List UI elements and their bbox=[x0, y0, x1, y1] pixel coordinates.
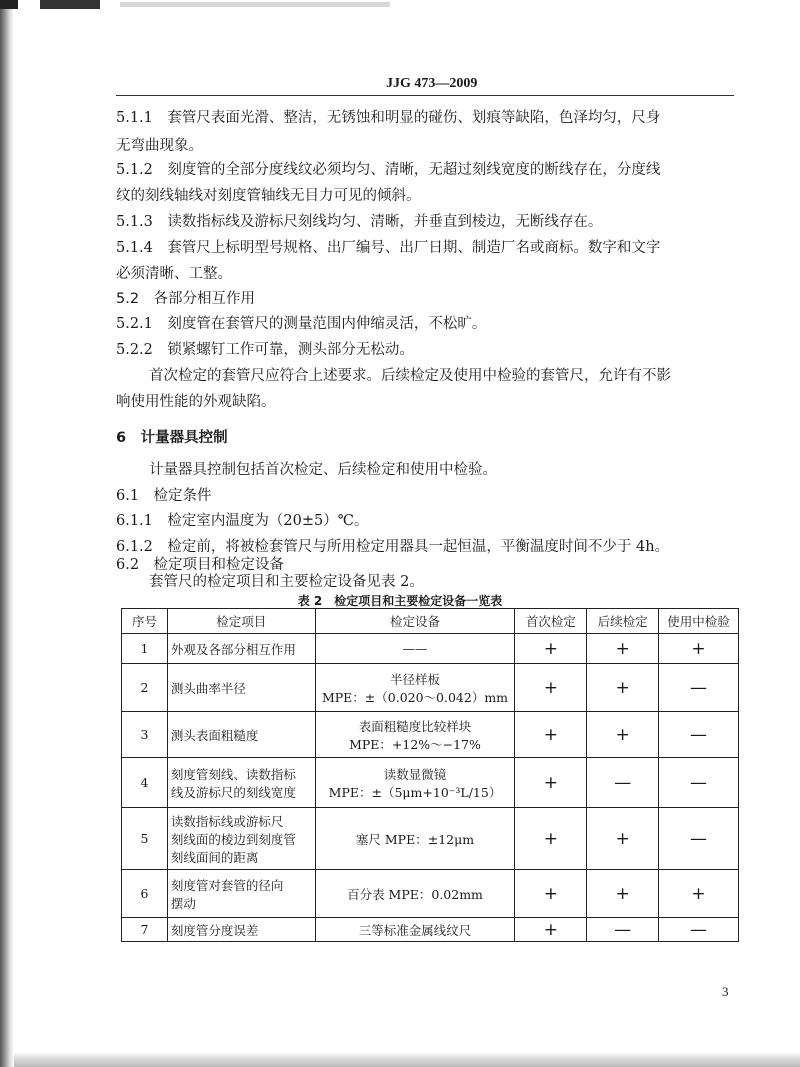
row-equipment: 百分表 MPE：0.02mm bbox=[315, 870, 515, 918]
row-equipment: —— bbox=[315, 634, 515, 664]
para-5-1-1-cont: 无弯曲现象。 bbox=[116, 138, 203, 154]
row-subsequent: + bbox=[587, 634, 659, 664]
table-row bbox=[122, 758, 739, 808]
para-5-2-2: 5.2.2 锁紧螺钉工作可靠，测头部分无松动。 bbox=[116, 342, 414, 358]
row-equipment: 塞尺 MPE：±12μm bbox=[315, 808, 515, 870]
row-subsequent: — bbox=[587, 918, 659, 942]
table-row bbox=[122, 712, 739, 758]
table-header-row bbox=[122, 609, 739, 634]
row-first: + bbox=[515, 758, 587, 808]
heading-6: 6 计量器具控制 bbox=[116, 430, 228, 446]
heading-6-1: 6.1 检定条件 bbox=[116, 488, 212, 504]
row-item: 刻度管分度误差 bbox=[167, 918, 315, 942]
para-5-1-4-cont: 必须清晰、工整。 bbox=[116, 266, 232, 282]
row-number: 5 bbox=[122, 808, 168, 870]
row-item: 读数指标线或游标尺 刻线面的棱边到刻度管 刻线面间的距离 bbox=[167, 808, 315, 870]
table-caption: 表 2 检定项目和主要检定设备一览表 bbox=[297, 594, 503, 608]
row-item: 测头表面粗糙度 bbox=[167, 712, 315, 758]
row-number: 3 bbox=[122, 712, 168, 758]
para-first-verification: 首次检定的套管尺应符合上述要求。后续检定及使用中检验的套管尺，允许有不影 bbox=[149, 368, 671, 384]
row-subsequent: — bbox=[587, 758, 659, 808]
row-item: 外观及各部分相互作用 bbox=[167, 634, 315, 664]
scan-edge-left bbox=[0, 0, 14, 1067]
para-5-2-1: 5.2.1 刻度管在套管尺的测量范围内伸缩灵活，不松旷。 bbox=[116, 316, 487, 332]
scan-edge-bottom bbox=[14, 1052, 800, 1067]
row-first: + bbox=[515, 918, 587, 942]
row-inuse: + bbox=[659, 634, 739, 664]
col-header-subsequent: 后续检定 bbox=[587, 609, 659, 634]
row-subsequent: + bbox=[587, 808, 659, 870]
header-rule bbox=[116, 95, 734, 96]
row-item: 测头曲率半径 bbox=[167, 664, 315, 712]
row-equipment: 表面粗糙度比较样块 MPE：+12%～−17% bbox=[315, 712, 515, 758]
row-first: + bbox=[515, 870, 587, 918]
para-6-1-2: 6.1.2 检定前，将被检套管尺与所用检定用器具一起恒温，平衡温度时间不少于 4h。 bbox=[116, 539, 670, 555]
scan-edge-top bbox=[0, 0, 800, 14]
row-item: 刻度管刻线、读数指标 线及游标尺的刻线宽度 bbox=[167, 758, 315, 808]
para-5-1-3: 5.1.3 读数指标线及游标尺刻线均匀、清晰，并垂直到棱边，无断线存在。 bbox=[116, 214, 603, 230]
row-equipment: 读数显微镜 MPE：±（5μm+10⁻³L/15） bbox=[315, 758, 515, 808]
row-number: 2 bbox=[122, 664, 168, 712]
page-number: 3 bbox=[722, 984, 729, 999]
para-5-1-1: 5.1.1 套管尺表面光滑、整洁，无锈蚀和明显的碰伤、划痕等缺陷，色泽均匀，尺身 bbox=[116, 110, 661, 126]
row-first: + bbox=[515, 808, 587, 870]
col-header-no: 序号 bbox=[122, 609, 168, 634]
row-inuse: — bbox=[659, 664, 739, 712]
heading-6-2: 6.2 检定项目和检定设备 bbox=[116, 557, 285, 573]
table-row bbox=[122, 870, 739, 918]
row-number: 6 bbox=[122, 870, 168, 918]
heading-5-2: 5.2 各部分相互作用 bbox=[116, 291, 256, 307]
row-item: 刻度管对套管的径向 摆动 bbox=[167, 870, 315, 918]
row-number: 1 bbox=[122, 634, 168, 664]
col-header-first: 首次检定 bbox=[515, 609, 587, 634]
row-first: + bbox=[515, 664, 587, 712]
table-row bbox=[122, 918, 739, 942]
col-header-equipment: 检定设备 bbox=[315, 609, 515, 634]
table-row bbox=[122, 664, 739, 712]
document-code: JJG 473—2009 bbox=[386, 76, 478, 91]
row-number: 4 bbox=[122, 758, 168, 808]
row-inuse: — bbox=[659, 712, 739, 758]
row-subsequent: + bbox=[587, 712, 659, 758]
para-5-1-2: 5.1.2 刻度管的全部分度线纹必须均匀、清晰，无超过刻线宽度的断线存在，分度线 bbox=[116, 162, 661, 178]
col-header-inuse: 使用中检验 bbox=[659, 609, 739, 634]
col-header-item: 检定项目 bbox=[167, 609, 315, 634]
para-first-verification-cont: 响使用性能的外观缺陷。 bbox=[116, 394, 276, 410]
row-first: + bbox=[515, 634, 587, 664]
row-inuse: — bbox=[659, 758, 739, 808]
verification-table bbox=[121, 608, 739, 942]
row-subsequent: + bbox=[587, 870, 659, 918]
para-6-2-intro: 套管尺的检定项目和主要检定设备见表 2。 bbox=[149, 574, 424, 590]
para-6-1-1: 6.1.1 检定室内温度为（20±5）℃。 bbox=[116, 513, 369, 529]
row-equipment: 三等标准金属线纹尺 bbox=[315, 918, 515, 942]
para-5-1-4: 5.1.4 套管尺上标明型号规格、出厂编号、出厂日期、制造厂名或商标。数字和文字 bbox=[116, 240, 661, 256]
row-equipment: 半径样板 MPE：±（0.020～0.042）mm bbox=[315, 664, 515, 712]
row-number: 7 bbox=[122, 918, 168, 942]
table-row bbox=[122, 634, 739, 664]
para-6-intro: 计量器具控制包括首次检定、后续检定和使用中检验。 bbox=[149, 462, 497, 478]
table-row bbox=[122, 808, 739, 870]
row-inuse: + bbox=[659, 870, 739, 918]
row-inuse: — bbox=[659, 808, 739, 870]
row-subsequent: + bbox=[587, 664, 659, 712]
para-5-1-2-cont: 纹的刻线轴线对刻度管轴线无目力可见的倾斜。 bbox=[116, 188, 421, 204]
row-inuse: — bbox=[659, 918, 739, 942]
row-first: + bbox=[515, 712, 587, 758]
